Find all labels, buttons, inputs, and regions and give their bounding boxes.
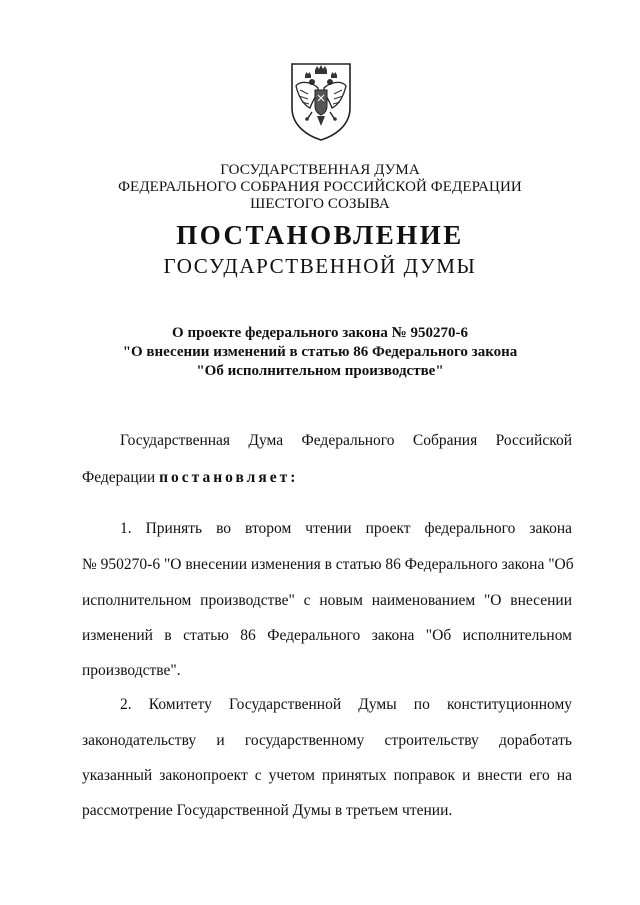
org-line-3: ШЕСТОГО СОЗЫВА [250, 196, 390, 212]
item1-line-2: № 950270-6 "О внесении изменения в статью 86 Федерального закона "Об [82, 556, 574, 573]
preamble-federation: Федерации [82, 469, 160, 486]
resolves-word: постановляет: [159, 469, 299, 486]
preamble-line-1: Государственная Дума Федерального Собрания Российской [120, 432, 572, 449]
item2-line-2: законодательству и государственному строительству доработать [82, 732, 572, 749]
subject-line-1: О проекте федерального закона № 950270-6 [172, 325, 468, 341]
preamble-line-2 [82, 469, 572, 487]
item2-line-1: 2. Комитету Государственной Думы по конституционному [120, 696, 572, 713]
subject-line-2: "О внесении изменений в статью 86 Федерального закона [122, 344, 518, 360]
item1-line-3: исполнительном производстве" с новым наименованием "О внесении [82, 592, 572, 609]
russian-coat-of-arms-emblem [288, 60, 354, 142]
item2-line-4: рассмотрение Государственной Думы в третьем чтении. [82, 802, 453, 819]
item2-line-3: указанный законопроект с учетом принятых поправок и внести его на [82, 767, 572, 784]
document-subtitle: ГОСУДАРСТВЕННОЙ ДУМЫ [163, 254, 477, 278]
document-title: ПОСТАНОВЛЕНИЕ [176, 220, 464, 250]
org-line-2: ФЕДЕРАЛЬНОГО СОБРАНИЯ РОССИЙСКОЙ ФЕДЕРАЦИИ [118, 179, 522, 195]
item1-line-4: изменений в статью 86 Федерального закона "Об исполнительном [82, 627, 572, 644]
subject-line-3: "Об исполнительном производстве" [196, 363, 444, 379]
org-line-1: ГОСУДАРСТВЕННАЯ ДУМА [220, 162, 420, 178]
item1-line-5: производстве". [82, 662, 181, 679]
item1-line-1: 1. Принять во втором чтении проект федерального закона [120, 520, 572, 537]
